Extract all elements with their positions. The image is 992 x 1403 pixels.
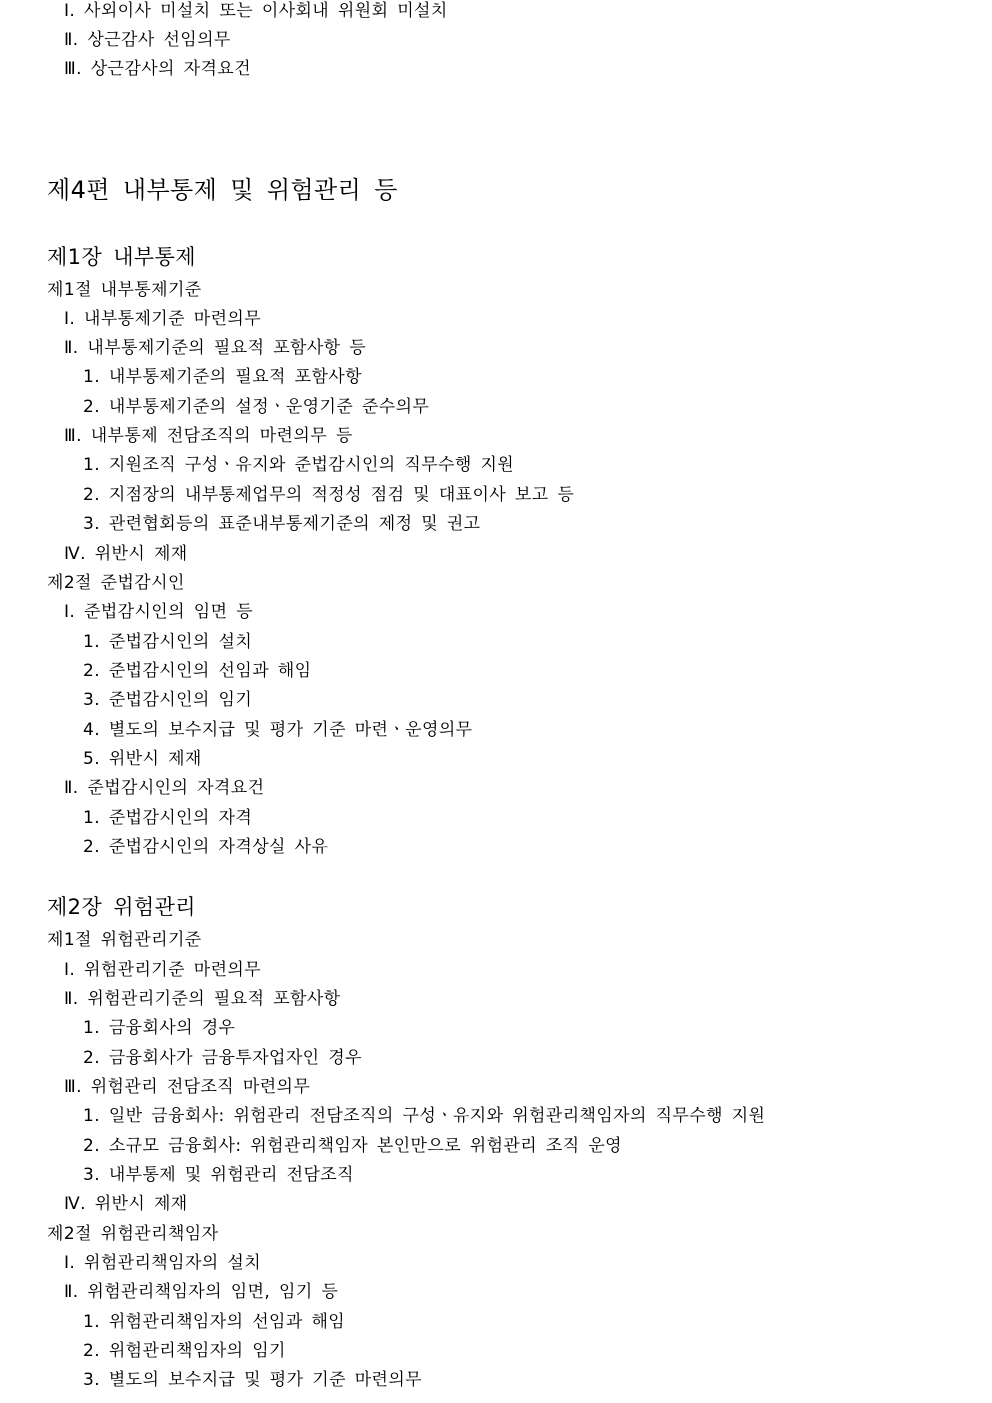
toc-item-roman: Ⅰ. 위험관리기준 마련의무 [64,960,262,980]
toc-item-roman: Ⅰ. 준법감시인의 임면 등 [64,602,254,622]
toc-item-number: 1. 금융회사의 경우 [83,1018,236,1038]
toc-item-number: 2. 준법감시인의 자격상실 사유 [83,837,329,857]
toc-item-number: 3. 내부통제 및 위험관리 전담조직 [83,1165,354,1185]
toc-item-number: 5. 위반시 제재 [83,749,202,769]
toc-item-roman: Ⅰ. 사외이사 미설치 또는 이사회내 위원회 미설치 [64,1,448,21]
toc-item-roman: Ⅳ. 위반시 제재 [64,544,188,564]
toc-item-number: 3. 별도의 보수지급 및 평가 기준 마련의무 [83,1370,422,1390]
toc-item-number: 2. 위험관리책임자의 임기 [83,1341,286,1361]
toc-item-roman: Ⅱ. 위험관리책임자의 임면, 임기 등 [64,1282,339,1302]
toc-item-number: 2. 지점장의 내부통제업무의 적정성 점검 및 대표이사 보고 등 [83,485,575,505]
toc-item-number: 1. 지원조직 구성ㆍ유지와 준법감시인의 직무수행 지원 [83,455,515,475]
toc-item-number: 2. 소규모 금융회사: 위험관리책임자 본인만으로 위험관리 조직 운영 [83,1136,622,1156]
toc-item-roman: Ⅱ. 상근감사 선임의무 [64,30,231,50]
toc-item-roman: Ⅲ. 상근감사의 자격요건 [64,59,251,79]
toc-item-number: 1. 위험관리책임자의 선임과 해임 [83,1312,346,1332]
toc-item-number: 2. 금융회사가 금융투자업자인 경우 [83,1048,362,1068]
toc-item-number: 2. 준법감시인의 선임과 해임 [83,661,312,681]
toc-item-roman: Ⅱ. 내부통제기준의 필요적 포함사항 등 [64,338,367,358]
toc-item-number: 3. 관련협회등의 표준내부통제기준의 제정 및 권고 [83,514,481,534]
section-title: 제1절 위험관리기준 [47,930,202,950]
toc-item-roman: Ⅲ. 위험관리 전담조직 마련의무 [64,1077,311,1097]
toc-item-number: 1. 준법감시인의 설치 [83,632,253,652]
section-title: 제2절 위험관리책임자 [47,1224,219,1244]
toc-item-roman: Ⅰ. 위험관리책임자의 설치 [64,1253,262,1273]
toc-item-roman: Ⅲ. 내부통제 전담조직의 마련의무 등 [64,426,353,446]
toc-item-roman: Ⅰ. 내부통제기준 마련의무 [64,309,262,329]
part-title: 제4편 내부통제 및 위험관리 등 [47,176,398,204]
toc-item-number: 1. 일반 금융회사: 위험관리 전담조직의 구성ㆍ유지와 위험관리책임자의 직무수행 지원 [83,1106,766,1126]
toc-item-number: 4. 별도의 보수지급 및 평가 기준 마련ㆍ운영의무 [83,720,473,740]
toc-item-roman: Ⅱ. 준법감시인의 자격요건 [64,778,265,798]
chapter-title: 제1장 내부통제 [47,245,196,269]
toc-item-roman: Ⅱ. 위험관리기준의 필요적 포함사항 [64,989,341,1009]
section-title: 제2절 준법감시인 [47,573,185,593]
toc-item-number: 1. 준법감시인의 자격 [83,808,253,828]
toc-item-roman: Ⅳ. 위반시 제재 [64,1194,188,1214]
chapter-title: 제2장 위험관리 [47,895,196,919]
toc-item-number: 3. 준법감시인의 임기 [83,690,253,710]
toc-item-number: 2. 내부통제기준의 설정ㆍ운영기준 준수의무 [83,397,430,417]
section-title: 제1절 내부통제기준 [47,280,202,300]
toc-item-number: 1. 내부통제기준의 필요적 포함사항 [83,367,362,387]
